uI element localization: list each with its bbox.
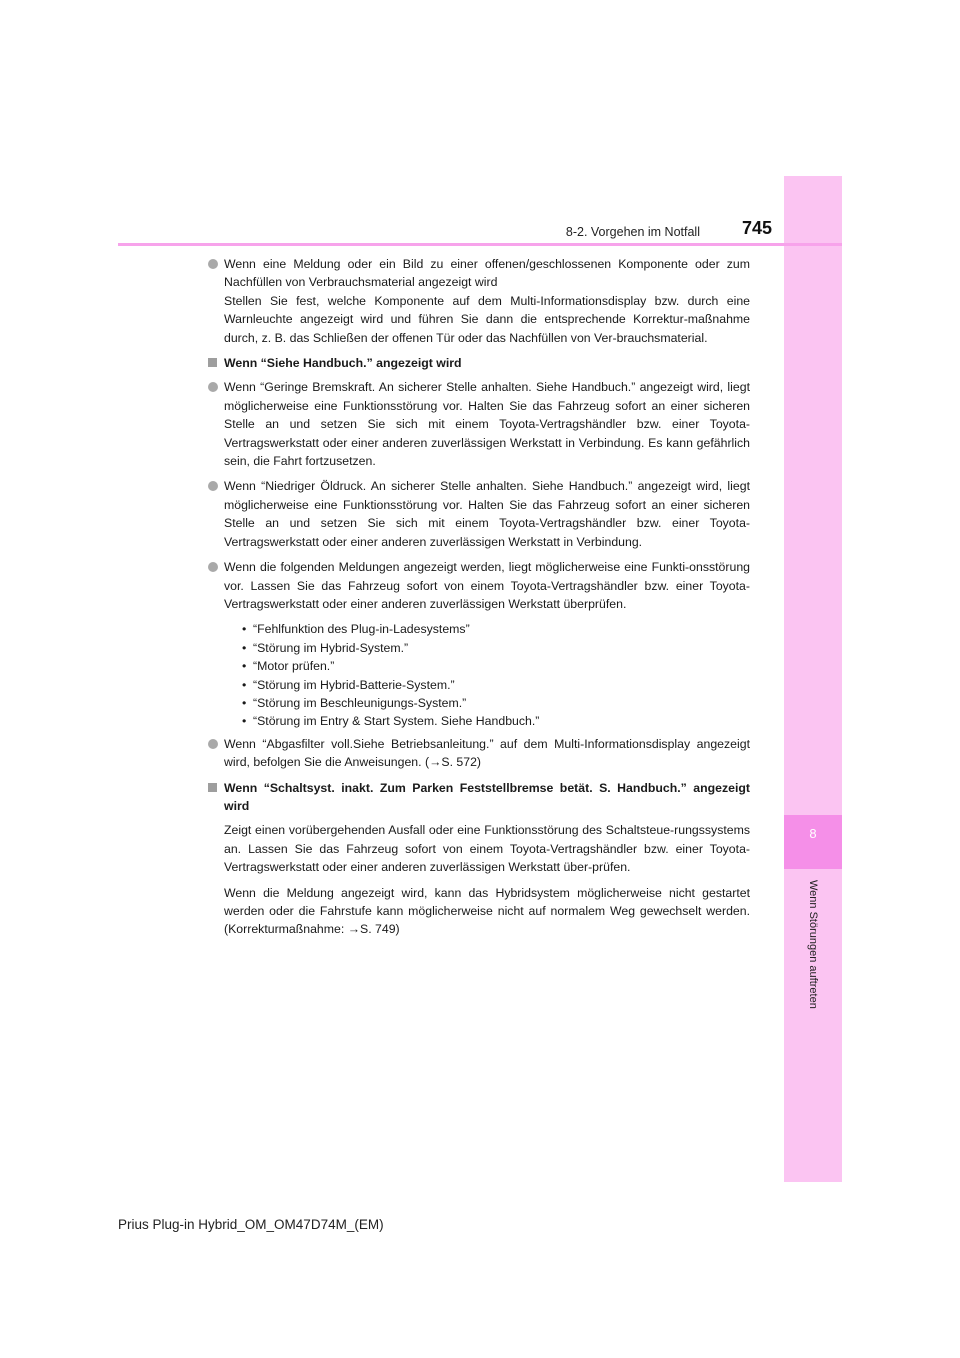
bullet-dot-icon bbox=[208, 739, 218, 749]
list-item: • “Fehlfunktion des Plug-in-Ladesystems” bbox=[242, 620, 750, 638]
list-item: • “Motor prüfen.” bbox=[242, 657, 750, 675]
bullet-item bbox=[208, 735, 750, 772]
bullet-item bbox=[208, 477, 750, 551]
chapter-number-tab[interactable] bbox=[784, 815, 842, 869]
square-bullet-icon bbox=[208, 358, 217, 367]
section-title: 8-2. Vorgehen im Notfall bbox=[565, 225, 700, 239]
bullet-item bbox=[208, 378, 750, 470]
square-bullet-icon bbox=[208, 783, 217, 792]
bullet-dot-icon bbox=[208, 259, 218, 269]
bullet-text: Wenn “Geringe Bremskraft. An sicherer Stelle anhalten. Siehe Handbuch.” angezeigt wird, liegt möglicherweise eine Funktionsstörung vor. Halten Sie das Fahrzeug sofort an einer sicheren Stelle an und setzen Sie sich mit einem Toyota-Vertragshändler bzw. einer Toyota-Vertragswerkstatt oder einer anderen zuverlässigen Werkstatt in Verbindung. Es kann gefährlich sein, die Fahrt fortzusetzen. bbox=[224, 380, 750, 469]
paragraph: Zeigt einen vorübergehenden Ausfall oder eine Funktionsstörung des Schaltsteue-rungssystems an. Lassen Sie das Fahrzeug sofort von einem Toyota-Vertragshändler bzw. einer Toyota-Vertragswerkstatt oder einer anderen zuverlässigen Werkstatt über-prüfen. bbox=[224, 823, 750, 875]
heading-text: Wenn “Siehe Handbuch.” angezeigt wird bbox=[224, 356, 462, 371]
bullet-text: Wenn eine Meldung oder ein Bild zu einer offenen/geschlossenen Komponente oder zum Nachfüllen von Verbrauchsmaterial angezeigt wird bbox=[224, 257, 750, 290]
page-content bbox=[208, 255, 750, 946]
section-heading bbox=[208, 779, 750, 816]
bullet-text: Stellen Sie fest, welche Komponente auf dem Multi-Informationsdisplay bzw. durch eine Warnleuchte angezeigt wird und führen Sie dann die entsprechende Korrektur-maßnahme durch, z. B. das Schließen der offenen Tür oder das Nachfüllen von Ver-brauchsmaterial. bbox=[224, 293, 750, 345]
bullet-text: Wenn “Niedriger Öldruck. An sicherer Stelle anhalten. Siehe Handbuch.” angezeigt wird, liegt möglicherweise eine Funktionsstörung vor. Halten Sie das Fahrzeug sofort an einer sicheren Stelle an und setzen Sie sich mit einem Toyota-Vertragshändler bzw. einer Toyota-Vertragswerkstatt oder einer anderen zuverlässigen Werkstatt in Verbindung. bbox=[224, 479, 750, 549]
bullet-dot-icon bbox=[208, 562, 218, 572]
heading-text: Wenn “Schaltsyst. inakt. Zum Parken Feststellbremse betät. S. Handbuch.” angezeigt wird bbox=[224, 780, 750, 813]
list-item: • “Störung im Entry & Start System. Siehe Handbuch.” bbox=[242, 712, 750, 730]
chapter-title: Wenn Störungen auftreten bbox=[807, 880, 819, 1009]
list-item: • “Störung im Hybrid-Batterie-System.” bbox=[242, 676, 750, 694]
header-rule bbox=[118, 243, 842, 246]
paragraph: Wenn die Meldung angezeigt wird, kann das Hybridsystem möglicherweise nicht gestartet werden oder die Fahrstufe kann möglicherweise nicht auf normalem Weg gewechselt werden. (Korrekturmaßnahme: →S. 749) bbox=[224, 885, 750, 937]
bullet-item bbox=[208, 255, 750, 347]
footer-document-id: Prius Plug-in Hybrid_OM_OM47D74M_(EM) bbox=[118, 1217, 384, 1232]
bullet-text: Wenn “Abgasfilter voll.Siehe Betriebsanleitung.” auf dem Multi-Informationsdisplay angezeigt wird, befolgen Sie die Anweisungen. (→S. 572) bbox=[224, 736, 750, 770]
bullet-dot-icon bbox=[208, 382, 218, 392]
list-item: • “Störung im Beschleunigungs-System.” bbox=[242, 694, 750, 712]
message-list bbox=[242, 620, 750, 730]
bullet-item bbox=[208, 558, 750, 613]
chapter-number: 8 bbox=[809, 826, 817, 841]
bullet-text: Wenn die folgenden Meldungen angezeigt werden, liegt möglicherweise eine Funkti-onsstörung vor. Lassen Sie das Fahrzeug sofort von einem Toyota-Vertragshändler bzw. einer Toyota-Vertragswerkstatt oder einer anderen zuverlässigen Werkstatt überprüfen. bbox=[224, 560, 750, 611]
page-number: 745 bbox=[741, 218, 772, 238]
section-heading bbox=[208, 354, 750, 372]
list-item: • “Störung im Hybrid-System.” bbox=[242, 639, 750, 657]
bullet-dot-icon bbox=[208, 481, 218, 491]
